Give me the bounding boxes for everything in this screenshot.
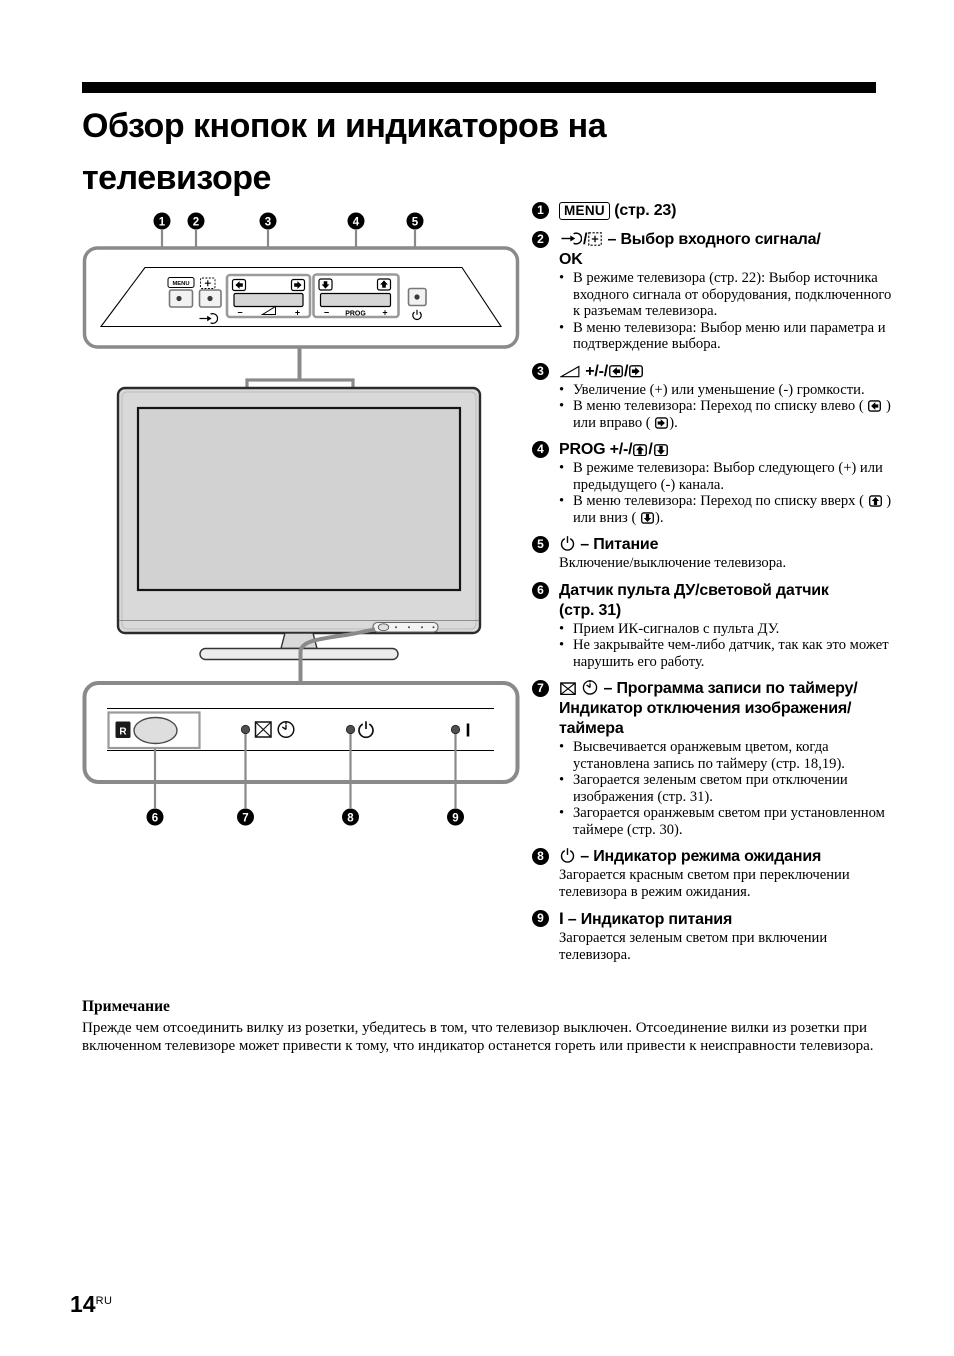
svg-text:6: 6 — [151, 812, 159, 825]
bullet-marker: • — [559, 493, 565, 509]
description-list — [532, 201, 898, 972]
svg-text:9: 9 — [452, 812, 459, 825]
down-arrow-box-icon — [641, 512, 654, 524]
svg-text:2: 2 — [192, 216, 200, 229]
svg-text:MENU: MENU — [172, 281, 190, 287]
bullet-item: • В режиме телевизора: Выбор следующего (+) или предыдущего (-) канала. — [559, 460, 883, 493]
item-heading — [559, 535, 898, 555]
list-item-volume — [532, 362, 898, 432]
item-heading-text: – Индикатор питания — [567, 911, 733, 928]
right-arrow-box-icon — [292, 280, 305, 291]
list-item-menu — [532, 201, 898, 221]
bullet-marker: • — [559, 270, 565, 286]
tv-front-view — [118, 388, 480, 660]
item-heading — [559, 440, 898, 460]
tv-diagram — [82, 200, 522, 845]
item-heading-text: – Питание — [580, 536, 659, 553]
up-arrow-box-icon — [869, 495, 882, 507]
svg-text:7: 7 — [242, 812, 249, 825]
item-heading — [559, 679, 898, 739]
svg-text:5: 5 — [411, 216, 419, 229]
bullet-marker: • — [559, 772, 565, 788]
power-on-icon: I — [465, 720, 471, 741]
svg-text:−: − — [323, 307, 330, 318]
item-body: Включение/выключение телевизора. — [559, 555, 787, 571]
svg-text:PROG: PROG — [345, 310, 366, 318]
remote-light-sensor — [109, 713, 200, 749]
item-number-badge: 3 — [532, 363, 549, 380]
item-number-badge: 5 — [532, 536, 549, 553]
left-arrow-box-icon — [609, 365, 623, 378]
list-item-timer-rec — [532, 679, 898, 838]
slash: / — [624, 362, 629, 380]
up-arrow-box-icon — [633, 444, 647, 457]
bullet-item: • Загорается зеленым светом при отключении изображения (стр. 31). — [559, 772, 848, 805]
item-heading-text: – Программа записи по таймеру/Индикатор отключения изображения/таймера — [559, 680, 858, 737]
section-divider-bar — [82, 82, 876, 93]
page-footer — [70, 1292, 112, 1317]
standby-power-icon — [560, 847, 575, 863]
item-number-badge: 6 — [532, 582, 549, 599]
bullet-item: • Высвечивается оранжевым цветом, когда установлена запись по таймеру (стр. 18,19). — [559, 739, 845, 772]
bullet-item: • В меню телевизора: Переход по списку влево ( ) или вправо ( ). — [559, 398, 891, 431]
bullet-marker: • — [559, 460, 565, 476]
tv-top-panel — [85, 248, 518, 347]
slash: / — [583, 231, 588, 248]
bullet-item: • В режиме телевизора (стр. 22): Выбор источника входного сигнала от оборудования, подключенного к разъемам телевизора. — [559, 270, 892, 319]
power-icon — [560, 535, 575, 551]
page-title — [82, 100, 762, 204]
bullet-marker: • — [559, 637, 565, 653]
page-language-label: RU — [95, 1295, 113, 1307]
timer-clock-icon — [582, 679, 598, 695]
svg-text:R: R — [119, 726, 127, 738]
item-heading — [559, 201, 898, 221]
bullet-item: • Увеличение (+) или уменьшение (-) громкости. — [559, 381, 865, 398]
list-item-sensor — [532, 581, 898, 671]
bullet-marker: • — [559, 739, 565, 755]
list-item-prog — [532, 440, 898, 526]
right-arrow-box-icon — [629, 365, 643, 378]
note-body: Прежде чем отсоединить вилку из розетки, убедитесь в том, что телевизор выключен. Отсоединение вилки из розетки при включенном телевизоре может привести к тому, что индикатор останется гореть или привести к неисправности телевизора. — [82, 1020, 874, 1054]
svg-text:1: 1 — [158, 216, 166, 229]
volume-icon — [560, 365, 580, 378]
item-heading-text: – Индикатор режима ожидания — [580, 848, 822, 865]
front-indicator-strip — [373, 623, 438, 633]
bullet-marker: • — [559, 319, 565, 336]
item-number-badge: 4 — [532, 441, 549, 458]
page-title-line2: телевизоре — [82, 159, 271, 197]
list-item-power — [532, 535, 898, 572]
list-item-power-indicator — [532, 909, 898, 963]
item-heading-text: – Выбор входного сигнала/ — [607, 231, 821, 248]
item-heading-text: +/-/ — [585, 362, 609, 380]
down-arrow-box-icon — [654, 444, 668, 457]
bullet-item: • В меню телевизора: Выбор меню или параметра и подтверждение выбора. — [559, 319, 886, 352]
svg-text:+: + — [382, 307, 388, 318]
indicator-led — [346, 725, 354, 733]
svg-text:4: 4 — [352, 216, 360, 229]
item-body: Загорается зеленым светом при включении телевизора. — [559, 930, 828, 963]
item-heading-text: PROG +/-/ — [559, 441, 633, 458]
item-heading-text: Датчик пульта ДУ/световой датчик — [559, 581, 829, 599]
prog-rocker — [314, 275, 399, 318]
item-heading — [559, 362, 898, 382]
ok-icon — [201, 278, 216, 289]
item-heading — [559, 581, 898, 621]
down-arrow-box-icon — [319, 279, 332, 290]
item-heading — [559, 230, 898, 270]
svg-text:8: 8 — [347, 812, 354, 825]
indicator-led — [451, 725, 459, 733]
item-number-badge: 8 — [532, 848, 549, 865]
bullet-item: • В меню телевизора: Переход по списку вверх ( ) или вниз ( ). — [559, 493, 892, 526]
item-heading-text2: OK — [559, 251, 583, 268]
power-on-symbol: I — [559, 909, 564, 928]
right-arrow-box-icon — [655, 417, 668, 429]
item-number-badge: 2 — [532, 231, 549, 248]
volume-rocker — [227, 275, 310, 318]
note-section — [82, 998, 878, 1056]
menu-key-label: MENU — [559, 202, 610, 220]
left-arrow-box-icon — [868, 400, 881, 412]
input-select-icon — [560, 231, 582, 246]
svg-text:−: − — [237, 307, 243, 318]
menu-button — [168, 278, 194, 308]
bullet-item: • Загорается оранжевым светом при установленном таймере (стр. 30). — [559, 805, 885, 838]
item-body: Загорается красным светом при переключении телевизора в режим ожидания. — [559, 867, 850, 900]
list-item-input-select — [532, 230, 898, 353]
item-number-badge: 1 — [532, 202, 549, 219]
svg-text:3: 3 — [264, 216, 272, 229]
bullet-marker: • — [559, 805, 565, 821]
item-heading-text2: (стр. 31) — [559, 601, 622, 619]
slash: / — [648, 441, 653, 458]
page-number: 14 — [70, 1291, 96, 1317]
picture-off-icon — [560, 682, 576, 696]
bullet-marker: • — [559, 381, 565, 398]
item-heading — [559, 847, 898, 867]
light-sensor-icon — [134, 718, 177, 744]
tv-bottom-panel — [85, 683, 518, 782]
bullet-item: • Прием ИК-сигналов с пульта ДУ. — [559, 620, 780, 637]
bullet-item: • Не закрывайте чем-либо датчик, так как это может нарушить его работу. — [559, 637, 889, 670]
svg-text:+: + — [294, 307, 301, 318]
bullet-marker: • — [559, 620, 565, 637]
bullet-marker: • — [559, 398, 565, 414]
list-item-standby — [532, 847, 898, 900]
item-number-badge: 7 — [532, 680, 549, 697]
item-number-badge: 9 — [532, 910, 549, 927]
item-heading — [559, 909, 898, 930]
page-title-line1: Обзор кнопок и индикаторов на — [82, 107, 607, 145]
item-heading-text: (стр. 23) — [614, 202, 677, 219]
note-heading: Примечание — [82, 998, 170, 1015]
ok-icon — [588, 232, 602, 246]
indicator-led — [241, 725, 249, 733]
left-arrow-box-icon — [233, 280, 246, 291]
up-arrow-box-icon — [378, 279, 391, 290]
tv-screen — [138, 408, 460, 590]
